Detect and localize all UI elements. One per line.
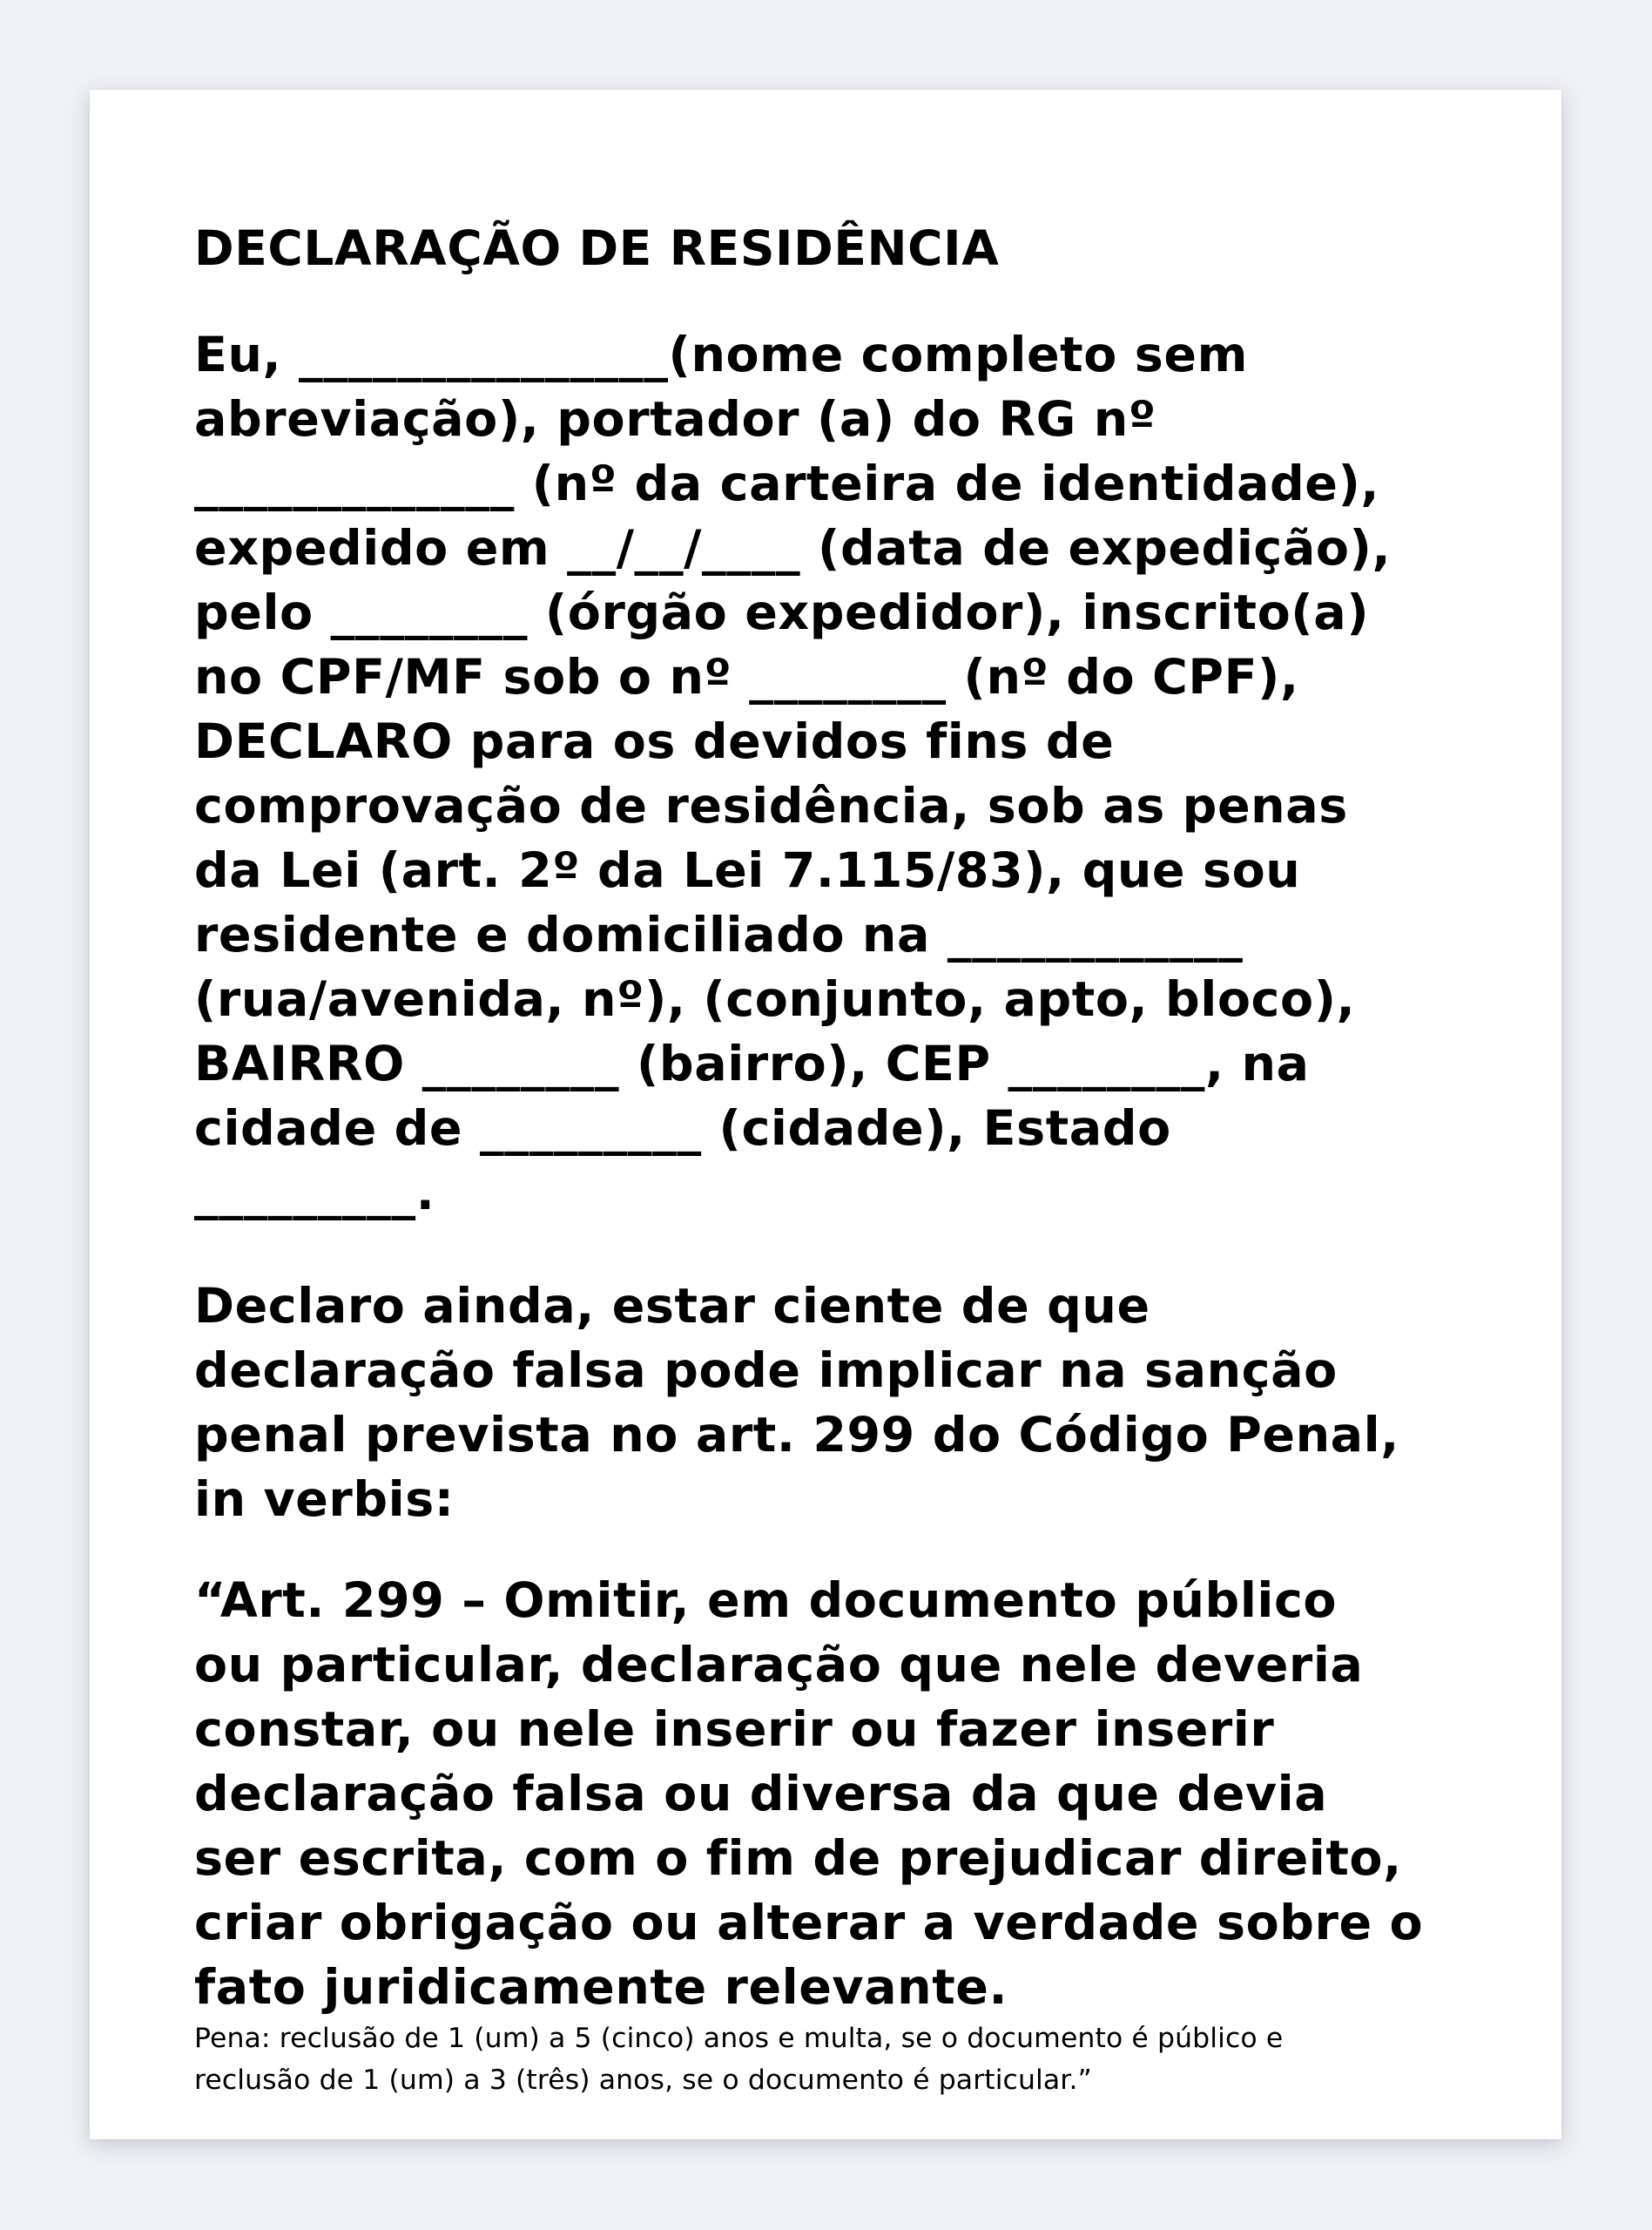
text-line: _________. bbox=[194, 1165, 435, 1221]
text-line: criar obrigação ou alterar a verdade sobre o bbox=[194, 1895, 1424, 1951]
text-line: Eu, _______________(nome completo sem bbox=[194, 327, 1248, 383]
text-line: ou particular, declaração que nele deveria bbox=[194, 1637, 1364, 1693]
text-line: DECLARO para os devidos fins de bbox=[194, 713, 1115, 770]
text-line: BAIRRO ________ (bairro), CEP ________, na bbox=[194, 1036, 1310, 1092]
text-line: no CPF/MF sob o nº ________ (nº do CPF), bbox=[194, 649, 1299, 706]
text-line: (rua/avenida, nº), (conjunto, apto, bloco), bbox=[194, 971, 1356, 1028]
text-line: “Art. 299 – Omitir, em documento público bbox=[194, 1572, 1338, 1629]
text-line: reclusão de 1 (um) a 3 (três) anos, se o documento é particular.” bbox=[194, 2064, 1092, 2096]
declaration-paragraph bbox=[194, 323, 1391, 1226]
awareness-paragraph bbox=[194, 1274, 1399, 1532]
text-line: declaração falsa pode implicar na sanção bbox=[194, 1342, 1338, 1399]
text-line: Declaro ainda, estar ciente de que bbox=[194, 1278, 1150, 1335]
text-line: _____________ (nº da carteira de identidade), bbox=[194, 456, 1380, 512]
text-line: ser escrita, com o fim de prejudicar direito, bbox=[194, 1830, 1402, 1887]
text-line: Pena: reclusão de 1 (um) a 5 (cinco) anos e multa, se o documento é público e bbox=[194, 2023, 1284, 2054]
text-line: declaração falsa ou diversa da que devia bbox=[194, 1766, 1328, 1822]
text-line: penal prevista no art. 299 do Código Penal, bbox=[194, 1407, 1399, 1463]
text-line: da Lei (art. 2º da Lei 7.115/83), que sou bbox=[194, 842, 1301, 899]
penalty-footnote bbox=[194, 2017, 1283, 2101]
document-title: DECLARAÇÃO DE RESIDÊNCIA bbox=[194, 220, 1000, 276]
text-line: abreviação), portador (a) do RG nº bbox=[194, 391, 1156, 448]
text-line: pelo ________ (órgão expedidor), inscrito(a) bbox=[194, 585, 1370, 641]
document-page bbox=[90, 90, 1561, 2139]
text-line: residente e domiciliado na ____________ bbox=[194, 907, 1244, 963]
text-line: comprovação de residência, sob as penas bbox=[194, 778, 1348, 835]
article-quote-paragraph bbox=[194, 1569, 1423, 2020]
text-line: in verbis: bbox=[194, 1471, 455, 1528]
text-line: constar, ou nele inserir ou fazer inserir bbox=[194, 1701, 1275, 1758]
text-line: fato juridicamente relevante. bbox=[194, 1959, 1008, 2016]
text-line: expedido em __/__/____ (data de expedição), bbox=[194, 520, 1392, 577]
text-line: cidade de _________ (cidade), Estado bbox=[194, 1100, 1171, 1157]
